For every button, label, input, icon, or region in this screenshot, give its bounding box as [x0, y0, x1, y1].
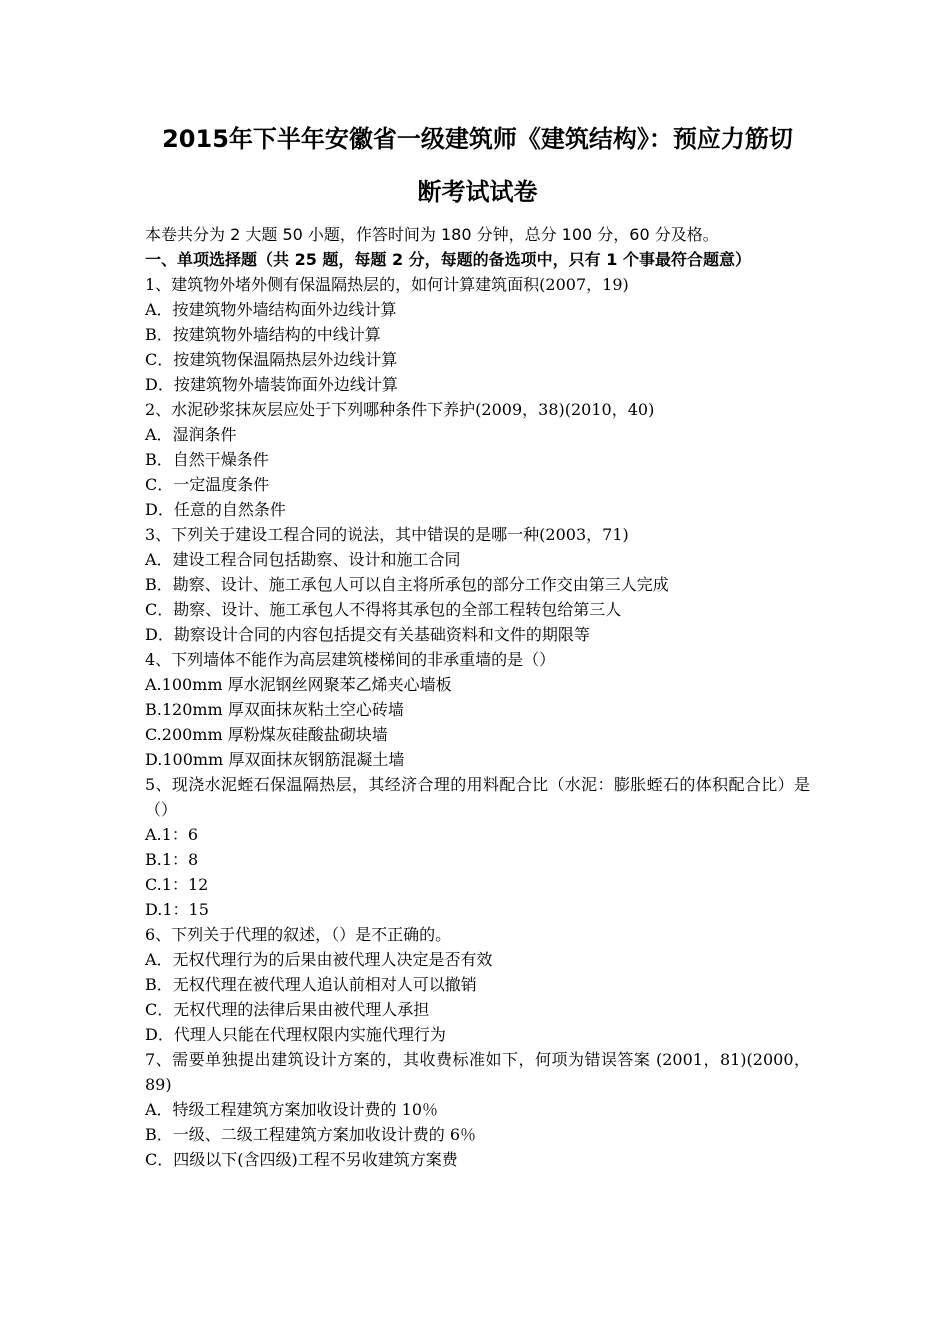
- document-body: [145, 222, 810, 1172]
- document-title-line-2: 断考试试卷: [417, 178, 538, 206]
- question-option: B．按建筑物外墙结构的中线计算: [145, 325, 381, 344]
- question-stem: 6、下列关于代理的叙述，（）是不正确的。: [145, 925, 452, 944]
- question-option: C．一定温度条件: [145, 475, 270, 494]
- question-option: B.120mm 厚双面抹灰粘土空心砖墙: [145, 700, 404, 719]
- question-option: D．任意的自然条件: [145, 500, 286, 519]
- question-option: A．无权代理行为的后果由被代理人决定是否有效: [145, 950, 493, 969]
- question-option: C．勘察、设计、施工承包人不得将其承包的全部工程转包给第三人: [145, 600, 622, 619]
- question-item: [145, 397, 810, 522]
- question-option: A．按建筑物外墙结构面外边线计算: [145, 300, 397, 319]
- question-stem: 3、下列关于建设工程合同的说法，其中错误的是哪一种(2003，71): [145, 525, 629, 544]
- question-option: D．按建筑物外墙装饰面外边线计算: [145, 375, 398, 394]
- question-list: [145, 272, 810, 1172]
- question-stem: 1、建筑物外堵外侧有保温隔热层的，如何计算建筑面积(2007，19): [145, 275, 629, 294]
- document-title-line-1: 2015年下半年安徽省一级建筑师《建筑结构》：预应力筋切: [162, 125, 793, 153]
- question-option: A.1：6: [145, 825, 199, 844]
- question-option: C.200mm 厚粉煤灰硅酸盐砌块墙: [145, 725, 388, 744]
- question-option: C．按建筑物保温隔热层外边线计算: [145, 350, 398, 369]
- question-option: C.1：12: [145, 875, 209, 894]
- question-option: A．建设工程合同包括勘察、设计和施工合同: [145, 550, 461, 569]
- question-option: A.100mm 厚水泥钢丝网聚苯乙烯夹心墙板: [145, 675, 452, 694]
- exam-intro: 本卷共分为 2 大题 50 小题，作答时间为 180 分钟，总分 100 分，60 分及格。: [145, 225, 719, 244]
- question-stem: 5、现浇水泥蛭石保温隔热层，其经济合理的用料配合比（水泥：膨胀蛭石的体积配合比）是（）: [145, 775, 810, 819]
- question-option: D.100mm 厚双面抹灰钢筋混凝土墙: [145, 750, 405, 769]
- question-option: D.1：15: [145, 900, 209, 919]
- question-item: [145, 647, 810, 772]
- question-option: D．勘察设计合同的内容包括提交有关基础资料和文件的期限等: [145, 625, 590, 644]
- question-item: [145, 922, 810, 1047]
- question-stem: 4、下列墙体不能作为高层建筑楼梯间的非承重墙的是（）: [145, 650, 556, 669]
- question-item: [145, 522, 810, 647]
- question-option: A．特级工程建筑方案加收设计费的 10％: [145, 1100, 439, 1119]
- question-option: B．无权代理在被代理人追认前相对人可以撤销: [145, 975, 477, 994]
- question-stem: 2、水泥砂浆抹灰层应处于下列哪种条件下养护(2009，38)(2010，40): [145, 400, 655, 419]
- question-option: B.1：8: [145, 850, 199, 869]
- question-option: A．湿润条件: [145, 425, 237, 444]
- question-option: C．无权代理的法律后果由被代理人承担: [145, 1000, 430, 1019]
- question-item: [145, 272, 810, 397]
- question-stem: 7、需要单独提出建筑设计方案的，其收费标准如下，何项为错误答案 (2001，81)(2000，89): [145, 1050, 810, 1094]
- section-heading-single-choice: 一、单项选择题（共 25 题，每题 2 分，每题的备选项中，只有 1 个事最符合题意）: [145, 250, 751, 269]
- question-option: B．自然干燥条件: [145, 450, 269, 469]
- question-item: [145, 1047, 810, 1172]
- question-option: C．四级以下(含四级)工程不另收建筑方案费: [145, 1150, 458, 1169]
- question-option: B．一级、二级工程建筑方案加收设计费的 6％: [145, 1125, 477, 1144]
- question-option: B．勘察、设计、施工承包人可以自主将所承包的部分工作交由第三人完成: [145, 575, 669, 594]
- question-option: D．代理人只能在代理权限内实施代理行为: [145, 1025, 446, 1044]
- question-item: [145, 772, 810, 922]
